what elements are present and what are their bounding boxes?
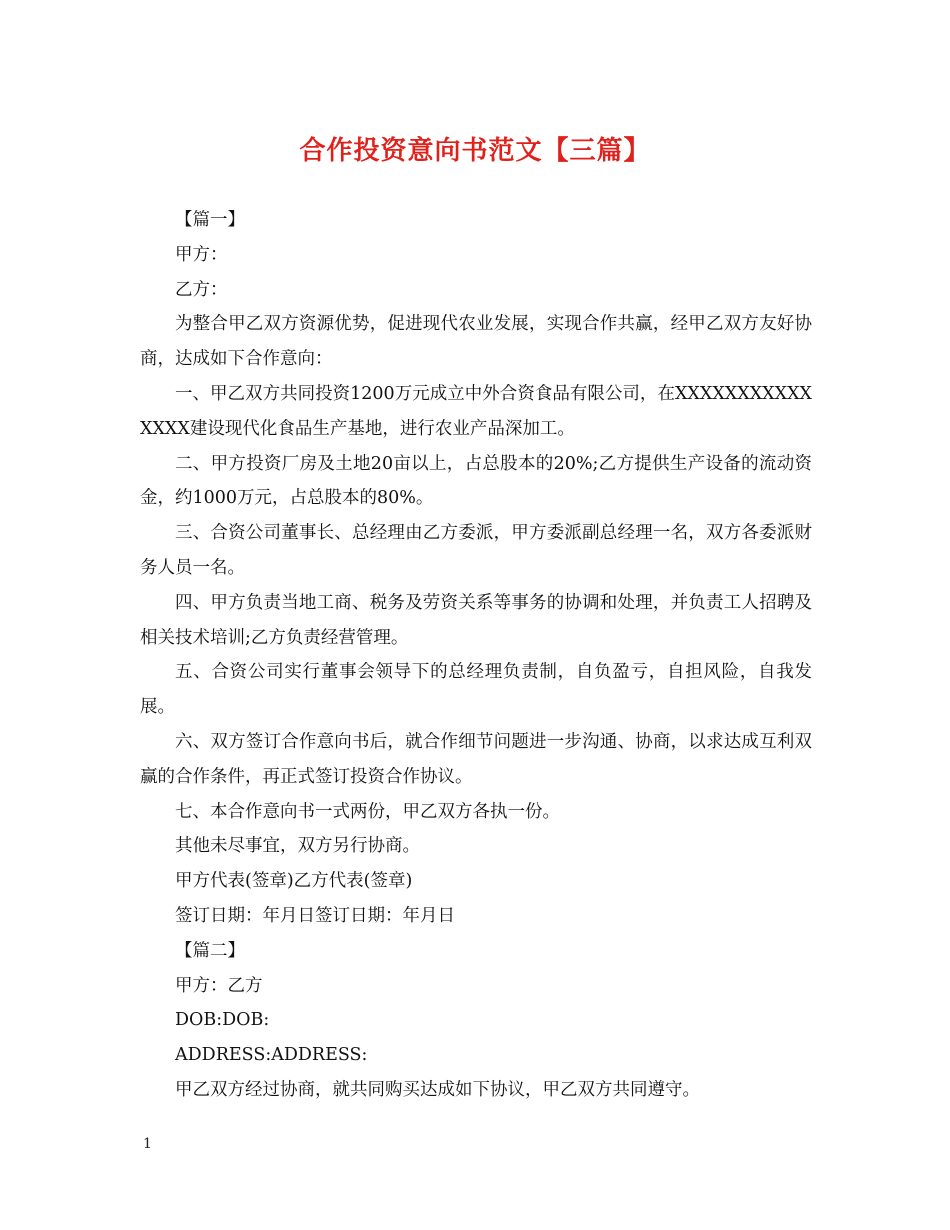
clause-6: 六、双方签订合作意向书后，就合作细节问题进一步沟通、协商，以求达成互利双赢的合作条件，再正式签订投资合作协议。	[140, 731, 812, 787]
paragraph-intro: 为整合甲乙双方资源优势，促进现代农业发展，实现合作共赢，经甲乙双方友好协商，达成如下合作意向：	[140, 314, 812, 370]
signature-line: 甲方代表(签章)乙方代表(签章)	[175, 871, 413, 892]
clause-1: 一、甲乙双方共同投资1200万元成立中外合资食品有限公司，在XXXXXXXXXXXXXXX建设现代化食品生产基地，进行农业产品深加工。	[140, 383, 812, 439]
clause-2: 二、甲方投资厂房及土地20亩以上，占总股本的20%;乙方提供生产设备的流动资金，约1000万元，占总股本的80%。	[140, 453, 812, 509]
dob-line: DOB:DOB:	[175, 1010, 270, 1031]
section-heading-1: 【篇一】	[175, 210, 245, 230]
address-line: ADDRESS:ADDRESS:	[175, 1045, 368, 1066]
party-a-line: 甲方：	[175, 244, 228, 265]
clause-3: 三、合资公司董事长、总经理由乙方委派，甲方委派副总经理一名，双方各委派财务人员一名。	[140, 523, 812, 578]
clause-5: 五、合资公司实行董事会领导下的总经理负责制，自负盈亏，自担风险，自我发展。	[140, 662, 812, 718]
document-body	[140, 203, 812, 1108]
party-b-line: 乙方：	[175, 279, 228, 300]
other-matters: 其他未尽事宜，双方另行协商。	[175, 836, 420, 857]
parties-line: 甲方：乙方	[175, 975, 263, 996]
document-title: 合作投资意向书范文【三篇】	[299, 136, 651, 166]
page-number: 1	[143, 1136, 152, 1152]
clause-4: 四、甲方负责当地工商、税务及劳资关系等事务的协调和处理，并负责工人招聘及相关技术培训;乙方负责经营管理。	[140, 592, 812, 648]
signing-date-line: 签订日期：年月日签订日期：年月日	[175, 905, 455, 926]
clause-7: 七、本合作意向书一式两份，甲乙双方各执一份。	[175, 801, 560, 822]
section-heading-2: 【篇二】	[175, 940, 245, 961]
agreement-intro: 甲乙双方经过协商，就共同购买达成如下协议，甲乙双方共同遵守。	[175, 1079, 700, 1100]
